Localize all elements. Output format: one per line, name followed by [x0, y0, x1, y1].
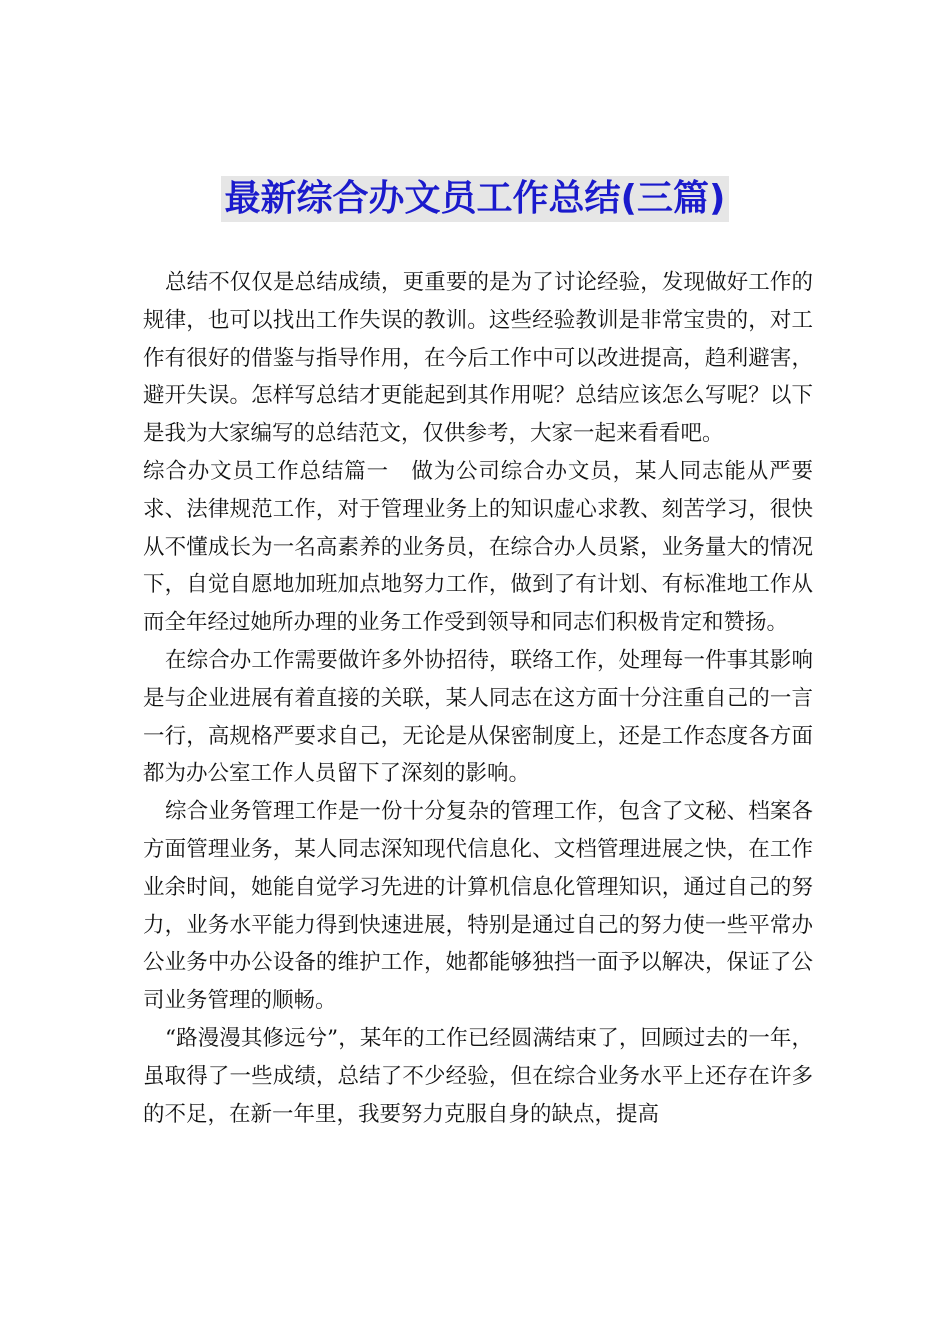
paragraph-business-management: 综合业务管理工作是一份十分复杂的管理工作，包含了文秘、档案各方面管理业务，某人同志深知现代信息化、文档管理进展之快，在工作业余时间，她能自觉学习先进的计算机信息化管理知识，通过自己的努力，业务水平能力得到快速进展，特别是通过自己的努力使一些平常办公业务中办公设备的维护工作，她都能够独挡一面予以解决，保证了公司业务管理的顺畅。 — [143, 799, 813, 1014]
paragraph-section-one: 综合办文员工作总结篇一 做为公司综合办文员，某人同志能从严要求、法律规范工作，对于管理业务上的知识虚心求教、刻苦学习，很快从不懂成长为一名高素养的业务员，在综合办人员紧，业务量大的情况下，自觉自愿地加班加点地努力工作，做到了有计划、有标准地工作从而全年经过她所办理的业务工作受到领导和同志们积极肯定和赞扬。 — [143, 458, 813, 636]
title-container — [0, 176, 950, 222]
document-body — [143, 264, 813, 1133]
paragraph-intro: 总结不仅仅是总结成绩，更重要的是为了讨论经验，发现做好工作的规律，也可以找出工作失误的教训。这些经验教训是非常宝贵的，对工作有很好的借鉴与指导作用，在今后工作中可以改进提高，趋利避害，避开失误。怎样写总结才更能起到其作用呢？总结应该怎么写呢？以下是我为大家编写的总结范文，仅供参考，大家一起来看看吧。 — [143, 270, 813, 447]
paragraph-year-review: “路漫漫其修远兮”，某年的工作已经圆满结束了，回顾过去的一年，虽取得了一些成绩，总结了不少经验，但在综合业务水平上还存在许多的不足，在新一年里，我要努力克服自身的缺点，提高 — [143, 1025, 813, 1127]
paragraph-reception-work: 在综合办工作需要做许多外协招待，联络工作，处理每一件事其影响是与企业进展有着直接的关联，某人同志在这方面十分注重自己的一言一行，高规格严要求自己，无论是从保密制度上，还是工作态度各方面都为办公室工作人员留下了深刻的影响。 — [143, 647, 813, 787]
document-title: 最新综合办文员工作总结(三篇) — [221, 176, 730, 222]
